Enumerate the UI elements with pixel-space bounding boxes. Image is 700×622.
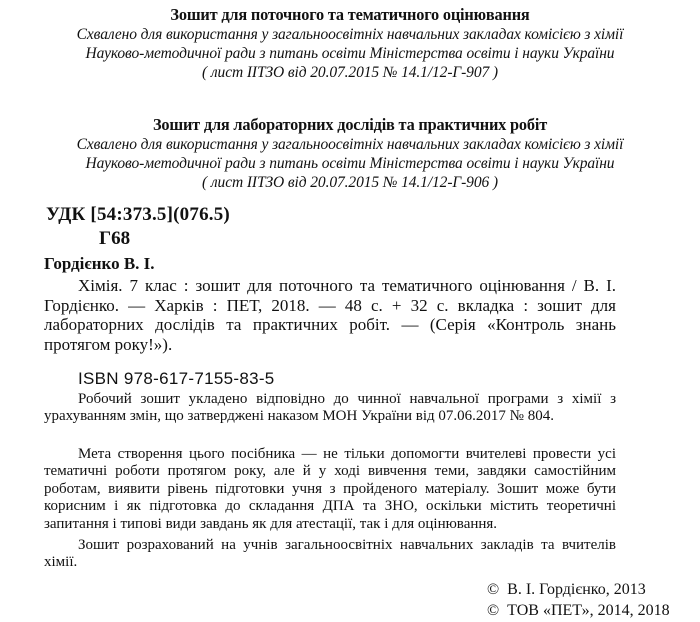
approval-line: Науково-методичної ради з питань освіти Міністерства освіти і науки України	[85, 155, 615, 172]
approval-title: Зошит для лабораторних дослідів та практичних робіт	[152, 115, 548, 134]
isbn: ISBN 978-617-7155-83-5	[78, 369, 275, 388]
annotation-paragraph-purpose	[44, 446, 616, 533]
annotation-paragraph-program	[44, 391, 616, 426]
copyright-text: ТОВ «ПЕТ», 2014, 2018	[507, 602, 670, 619]
author-mark: Г68	[99, 228, 131, 249]
paragraph-text: Робочий зошит укладено відповідно до чинної навчальної програми з хімії з урахуванням змін, що затверджені наказом МОН України від 07.06.2017 № 804.	[44, 391, 616, 425]
bibliographic-description	[44, 276, 616, 354]
copyright-icon: ©	[487, 602, 500, 619]
udc-code: УДК [54:373.5](076.5)	[46, 204, 230, 225]
approval-line: Науково-методичної ради з питань освіти Міністерства освіти і науки України	[85, 45, 615, 62]
copyright-icon: ©	[487, 581, 500, 598]
approval-letter: ( лист ІІТЗО від 20.07.2015 № 14.1/12-Г-906 )	[202, 174, 498, 191]
approval-block-assessment	[0, 5, 700, 82]
author-name: Гордієнко В. І.	[44, 254, 155, 273]
paragraph-text: Зошит розрахований на учнів загальноосвітніх навчальних закладів та вчителів хімії.	[44, 537, 616, 571]
annotation-paragraph-audience	[44, 537, 616, 572]
approval-line: Схвалено для використання у загальноосвітніх навчальних закладах комісією з хімії	[76, 136, 624, 153]
approval-letter: ( лист ІІТЗО від 20.07.2015 № 14.1/12-Г-907 )	[202, 64, 498, 81]
approval-line: Схвалено для використання у загальноосвітніх навчальних закладах комісією з хімії	[76, 26, 624, 43]
copyright-publisher	[487, 602, 670, 620]
copyright-text: В. І. Гордієнко, 2013	[507, 581, 646, 598]
paragraph-text: Мета створення цього посібника — не тільки допомогти вчителеві провести усі тематичні роботи протягом року, але й у ході вивчення теми, завдяки самостійним роботам, виявити рівень підготовки учня з пройденого матеріалу. Зошит може бути корисним і як підготовка до складання ДПА та ЗНО, оскільки містить теоретичні запитання і типові види завдань як для атестації, так і для оцінювання.	[44, 446, 616, 532]
copyright-author	[487, 581, 646, 599]
bibliographic-text: Хімія. 7 клас : зошит для поточного та тематичного оцінювання / В. І. Гордієнко. — Харків : ПЕТ, 2018. — 48 с. + 32 с. вкладка : зошит для лабораторних дослідів та практичних робіт. — (Серія «Контроль знань протягом року!»).	[44, 276, 616, 354]
approval-block-lab-works	[0, 115, 700, 192]
approval-title: Зошит для поточного та тематичного оцінювання	[170, 5, 530, 24]
